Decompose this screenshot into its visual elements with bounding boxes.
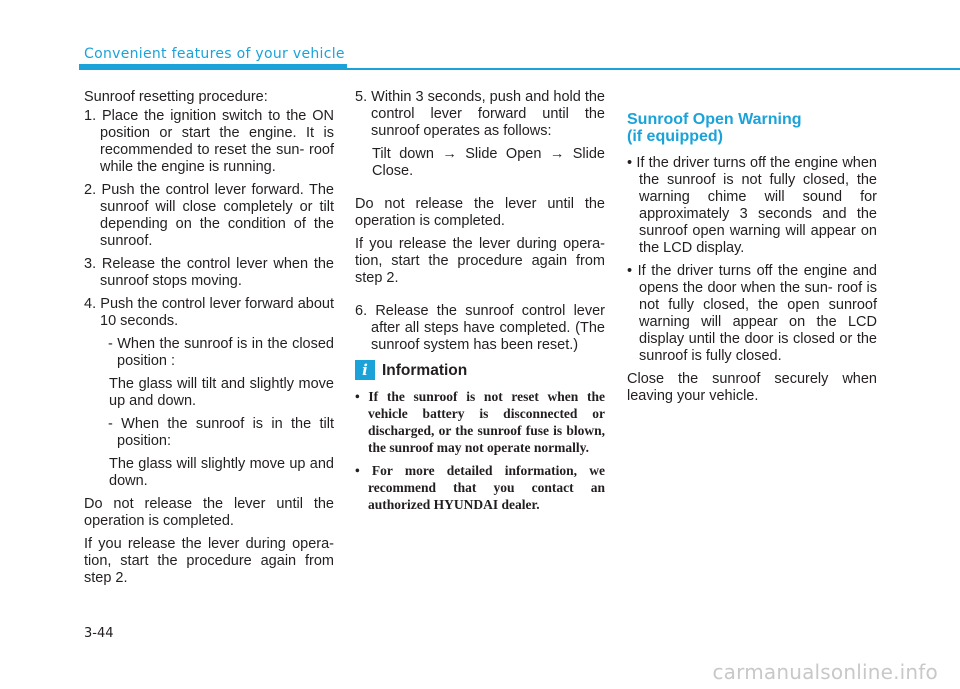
release-note: Do not release the lever until the operation is completed. <box>84 496 334 529</box>
column-3 <box>627 89 877 411</box>
step-3: 3. Release the control lever when the sunroof stops moving. <box>84 256 334 289</box>
info-item: • For more detailed information, we recommend that you contact an authorized HYUNDAI dealer. <box>355 463 605 512</box>
column-2 <box>355 89 605 519</box>
operation-sequence: Tilt down → Slide Open → Slide Close. <box>372 146 605 179</box>
condition-closed: - When the sunroof is in the closed position : <box>108 336 334 369</box>
condition-tilt: - When the sunroof is in the tilt position: <box>108 416 334 449</box>
sunroof-warning-title <box>627 111 877 145</box>
closing-note: Close the sunroof securely when leaving your vehicle. <box>627 371 877 404</box>
header-rule <box>347 68 960 70</box>
intro-text: Sunroof resetting procedure: <box>84 89 268 105</box>
section-header-title: Convenient features of your vehicle <box>84 46 345 62</box>
column-1 <box>84 89 334 593</box>
watermark: carmanualsonline.info <box>712 660 938 684</box>
restart-note: If you release the lever during opera- tion, start the procedure again from step 2. <box>355 236 605 286</box>
step-5: 5. Within 3 seconds, push and hold the control lever forward until the sunroof operates as follows: <box>355 89 605 139</box>
title-line-1: Sunroof Open Warning <box>627 111 802 128</box>
warning-bullet: • If the driver turns off the engine and opens the door when the sun- roof is not fully closed, the open sunroof warning will appear on the LCD display until the door is closed or the sunroof is fully closed. <box>627 263 877 364</box>
title-line-2: (if equipped) <box>627 128 723 145</box>
info-icon: i <box>355 360 375 380</box>
step-4: 4. Push the control lever forward about 10 seconds. <box>84 296 334 329</box>
step-6: 6. Release the sunroof control lever after all steps have completed. (The sunroof system has been reset.) <box>355 303 605 353</box>
condition-closed-result: The glass will tilt and slightly move up and down. <box>109 376 334 409</box>
release-note: Do not release the lever until the operation is completed. <box>355 196 605 229</box>
info-item: • If the sunroof is not reset when the vehicle battery is disconnected or discharged, or the sunroof fuse is blown, the sunroof may not operate normally. <box>355 389 605 455</box>
header-accent-bar <box>79 64 347 70</box>
page-number: 3-44 <box>84 626 114 641</box>
step-1: 1. Place the ignition switch to the ON position or start the engine. It is recommended to reset the sun- roof while the engine is running. <box>84 108 334 175</box>
condition-tilt-result: The glass will slightly move up and down. <box>109 456 334 489</box>
restart-note: If you release the lever during opera- tion, start the procedure again from step 2. <box>84 536 334 586</box>
step-2: 2. Push the control lever forward. The sunroof will close completely or tilt depending on the condition of the sunroof. <box>84 182 334 249</box>
information-header <box>355 360 605 380</box>
warning-bullet: • If the driver turns off the engine when the sunroof is not fully closed, the warning chime will sound for approximately 3 seconds and the sunroof open warning will appear on the LCD display. <box>627 155 877 256</box>
information-title: Information <box>382 361 468 379</box>
